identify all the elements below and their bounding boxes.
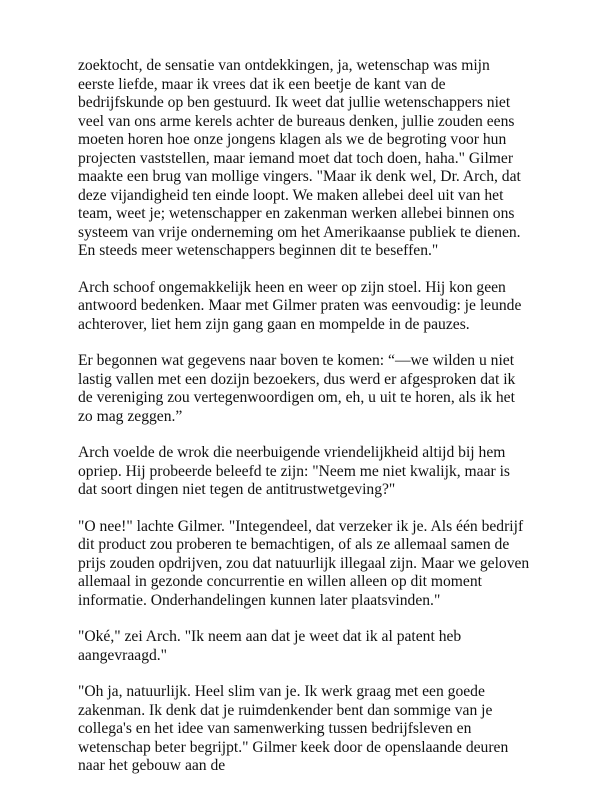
paragraph-4: Arch voelde de wrok die neerbuigende vriendelijkheid altijd bij hem opriep. Hij probeerde beleefd te zijn: "Neem me niet kwalijk, maar is dat soort dingen niet tegen de antitrustwetgeving?" [78, 444, 511, 498]
paragraph-5: "O nee!" lachte Gilmer. "Integendeel, dat verzeker ik je. Als één bedrijf dit product zou proberen te bemachtigen, of als ze allemaal samen de prijs zouden opdrijven, zou dat natuurlijk illegaal zijn. Maar we geloven allemaal in gezonde concurrentie en willen alleen op dit moment informatie. Onderhandelingen kunnen later plaatsvinden." [78, 517, 530, 609]
paragraph-7: "Oh ja, natuurlijk. Heel slim van je. Ik werk graag met een goede zakenman. Ik denk dat je ruimdenkender bent dan sommige van je collega's en het idee van samenwerking tussen bedrijfsleven en wetenschap beter begrijpt." Gilmer keek door de openslaande deuren naar het gebouw aan de [78, 683, 509, 774]
paragraph-3: Er begonnen wat gegevens naar boven te komen: “—we wilden u niet lastig vallen met een dozijn bezoekers, dus werd er afgesproken dat ik de vereniging zou vertegenwoordigen om, eh, u uit te horen, als ik het zo mag zeggen.” [78, 352, 516, 425]
paragraph-6: "Oké," zei Arch. "Ik neem aan dat je weet dat ik al patent heb aangevraagd." [78, 628, 462, 664]
paragraph-1: zoektocht, de sensatie van ontdekkingen, ja, wetenschap was mijn eerste liefde, maar ik vrees dat ik een beetje de kant van de bedrijfskunde op ben gestuurd. Ik weet dat jullie wetenschappers niet veel van ons arme kerels achter de bureaus denken, jullie zouden eens moeten horen hoe onze jongens klagen als we de begroting voor hun projecten vaststellen, maar iemand moet dat toch doen, haha." Gilmer maakte een brug van mollige vingers. "Maar ik denk wel, Dr. Arch, dat deze vijandigheid ten einde loopt. We maken allebei deel uit van het team, weet je; wetenschapper en zakenman werken allebei binnen ons systeem van vrije onderneming om het Amerikaanse publiek te dienen. En steeds meer wetenschappers beginnen dit te beseffen." [78, 57, 521, 259]
body-text [78, 57, 530, 794]
paragraph-2: Arch schoof ongemakkelijk heen en weer op zijn stoel. Hij kon geen antwoord bedenken. Maar met Gilmer praten was eenvoudig: je leunde achterover, liet hem zijn gang gaan en mompelde in de pauzes. [78, 278, 522, 333]
